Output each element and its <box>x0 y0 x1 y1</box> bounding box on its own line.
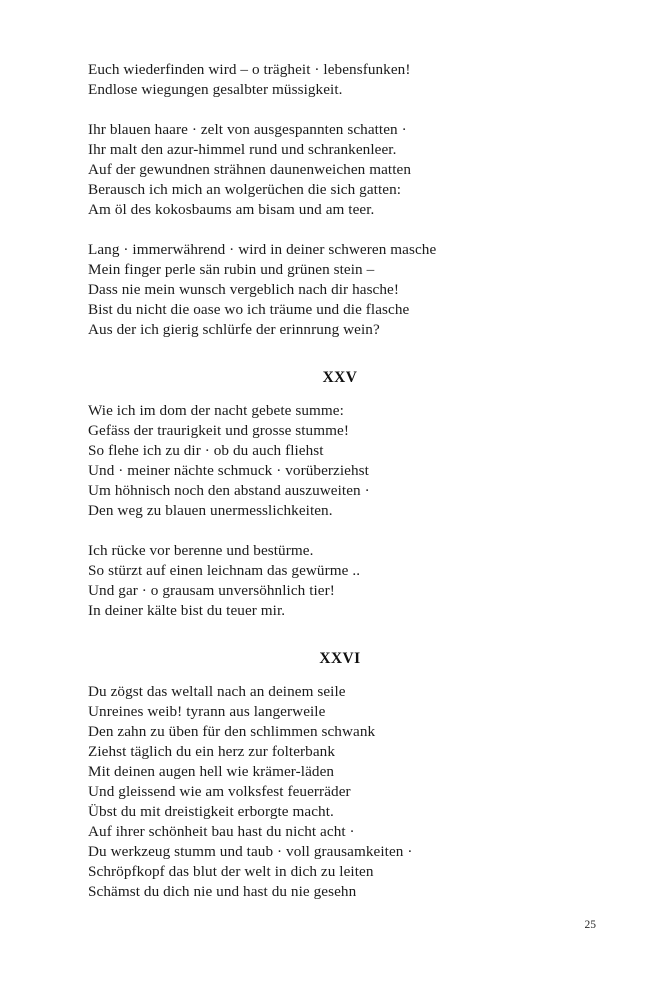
poem-line: Unreines weib! tyrann aus langerweile <box>88 703 326 720</box>
stanza <box>88 541 588 621</box>
spacer <box>88 641 588 649</box>
stanza <box>88 401 588 521</box>
poem-line: Aus der ich gierig schlürfe der erinnrung wein? <box>88 321 380 338</box>
poem-line: Berausch ich mich an wolgerüchen die sich gatten: <box>88 181 402 198</box>
spacer <box>88 669 588 682</box>
poem-line: Schröpfkopf das blut der welt in dich zu leiten <box>88 863 374 880</box>
poem-line: Wie ich im dom der nacht gebete summe: <box>88 402 344 419</box>
poem-line: Auf der gewundnen strähnen daunenweichen matten <box>88 161 412 178</box>
poem-line: Mein finger perle sän rubin und grünen stein – <box>88 261 375 278</box>
poem-line: Und · meiner nächte schmuck · vorüberziehst <box>88 462 369 479</box>
section-numeral-heading: XXV <box>322 369 358 386</box>
poem-line: Bist du nicht die oase wo ich träume und die flasche <box>88 301 410 318</box>
poem-line: Ziehst täglich du ein herz zur folterbank <box>88 743 336 760</box>
poem-line: Ich rücke vor berenne und bestürme. <box>88 542 314 559</box>
page-number: 25 <box>584 919 596 931</box>
poem-line: Und gleissend wie am volksfest feuerräder <box>88 783 351 800</box>
spacer <box>88 360 588 368</box>
section-numeral-heading: XXVI <box>319 650 361 667</box>
poem-line: Du werkzeug stumm und taub · voll grausamkeiten · <box>88 843 413 860</box>
poem-text-body <box>88 60 588 922</box>
poem-line: Du zögst das weltall nach an deinem seile <box>88 683 346 700</box>
poem-line: Um höhnisch noch den abstand auszuweiten · <box>88 482 370 499</box>
spacer <box>88 388 588 401</box>
poem-line: So stürzt auf einen leichnam das gewürme .. <box>88 562 361 579</box>
poem-line: So flehe ich zu dir · ob du auch fliehst <box>88 442 324 459</box>
stanza <box>88 60 588 100</box>
poem-line: Übst du mit dreistigkeit erborgte macht. <box>88 803 334 820</box>
poem-line: Ihr malt den azur-himmel rund und schrankenleer. <box>88 141 397 158</box>
poem-line: Gefäss der traurigkeit und grosse stumme! <box>88 422 349 439</box>
stanza <box>88 240 588 340</box>
poem-line: Euch wiederfinden wird – o trägheit · lebensfunken! <box>88 61 411 78</box>
stanza <box>88 682 588 902</box>
poem-line: Ihr blauen haare · zelt von ausgespannten schatten · <box>88 121 407 138</box>
poem-line: Am öl des kokosbaums am bisam und am teer. <box>88 201 375 218</box>
stanza <box>88 120 588 220</box>
poem-line: Den weg zu blauen unermesslichkeiten. <box>88 502 333 519</box>
poem-line: Dass nie mein wunsch vergeblich nach dir hasche! <box>88 281 400 298</box>
poem-line: Auf ihrer schönheit bau hast du nicht acht · <box>88 823 355 840</box>
poem-line: Schämst du dich nie und hast du nie gesehn <box>88 883 357 900</box>
poem-line: Den zahn zu üben für den schlimmen schwank <box>88 723 376 740</box>
poem-line: Mit deinen augen hell wie krämer-läden <box>88 763 335 780</box>
poem-line: Endlose wiegungen gesalbter müssigkeit. <box>88 81 343 98</box>
poem-line: Lang · immerwährend · wird in deiner schweren masche <box>88 241 437 258</box>
poem-line: Und gar · o grausam unversöhnlich tier! <box>88 582 335 599</box>
poem-line: In deiner kälte bist du teuer mir. <box>88 602 286 619</box>
